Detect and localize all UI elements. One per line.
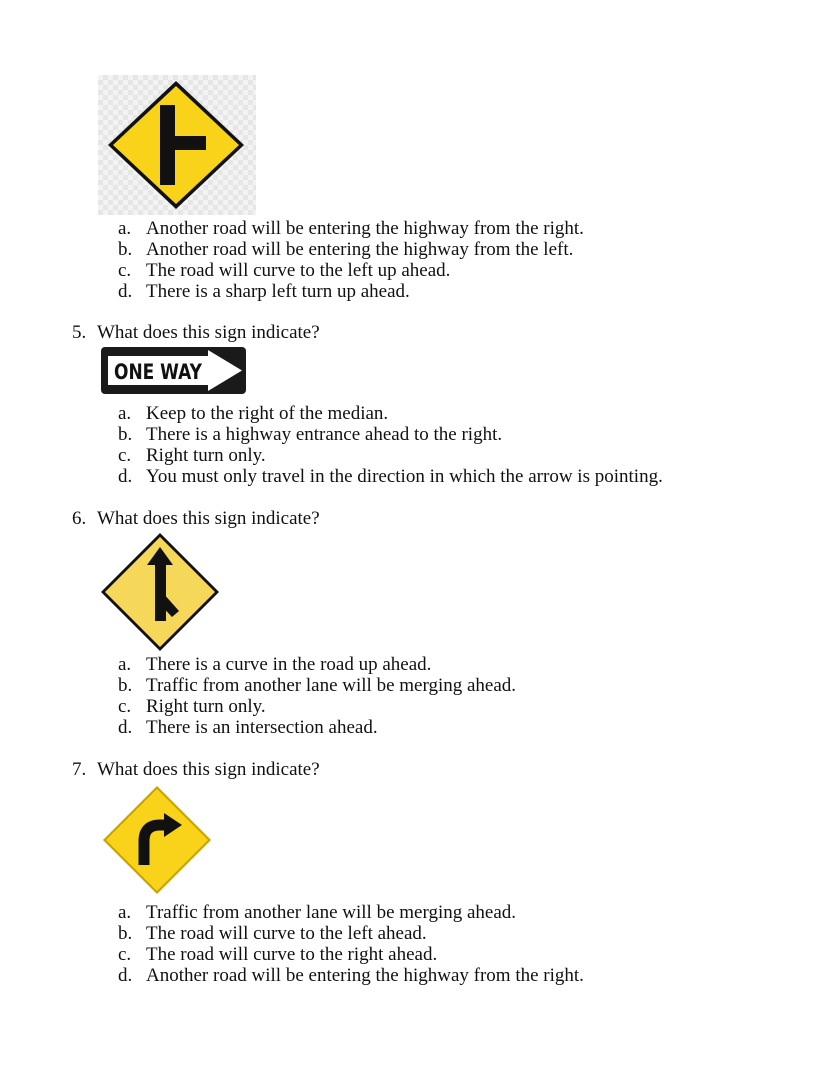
- side-road-right-sign-icon: [98, 75, 256, 215]
- option-c[interactable]: c. Right turn only.: [118, 696, 266, 717]
- q5-options: [118, 403, 663, 487]
- option-a[interactable]: a. There is a curve in the road up ahead.: [118, 654, 432, 675]
- merge-sign-icon: [99, 531, 221, 653]
- option-b[interactable]: b. There is a highway entrance ahead to the right.: [118, 424, 503, 445]
- q6-options: [118, 654, 516, 738]
- option-a[interactable]: a. Keep to the right of the median.: [118, 403, 389, 424]
- question-number: 7.: [72, 759, 87, 780]
- question-text: What does this sign indicate?: [97, 508, 320, 529]
- option-d[interactable]: d. There is an intersection ahead.: [118, 717, 378, 738]
- question-text: What does this sign indicate?: [97, 759, 320, 780]
- q4-options: [118, 218, 584, 302]
- option-d[interactable]: d. Another road will be entering the highway from the right.: [118, 965, 584, 986]
- option-c[interactable]: c. The road will curve to the right ahead.: [118, 944, 438, 965]
- question-text: What does this sign indicate?: [97, 322, 320, 343]
- right-curve-sign-icon: [100, 783, 214, 897]
- question-number: 5.: [72, 322, 87, 343]
- option-c[interactable]: c. The road will curve to the left up ahead.: [118, 260, 451, 281]
- option-d[interactable]: d. There is a sharp left turn up ahead.: [118, 281, 410, 302]
- question-number: 6.: [72, 508, 87, 529]
- option-b[interactable]: b. Another road will be entering the highway from the left.: [118, 239, 574, 260]
- option-a[interactable]: a. Another road will be entering the highway from the right.: [118, 218, 584, 239]
- option-a[interactable]: a. Traffic from another lane will be merging ahead.: [118, 902, 517, 923]
- one-way-sign-text: ONE WAY: [114, 360, 203, 384]
- option-b[interactable]: b. Traffic from another lane will be merging ahead.: [118, 675, 517, 696]
- one-way-sign-icon: [100, 346, 248, 396]
- q7-options: [118, 902, 584, 986]
- option-d[interactable]: d. You must only travel in the direction in which the arrow is pointing.: [118, 466, 663, 487]
- option-b[interactable]: b. The road will curve to the left ahead.: [118, 923, 427, 944]
- option-c[interactable]: c. Right turn only.: [118, 445, 266, 466]
